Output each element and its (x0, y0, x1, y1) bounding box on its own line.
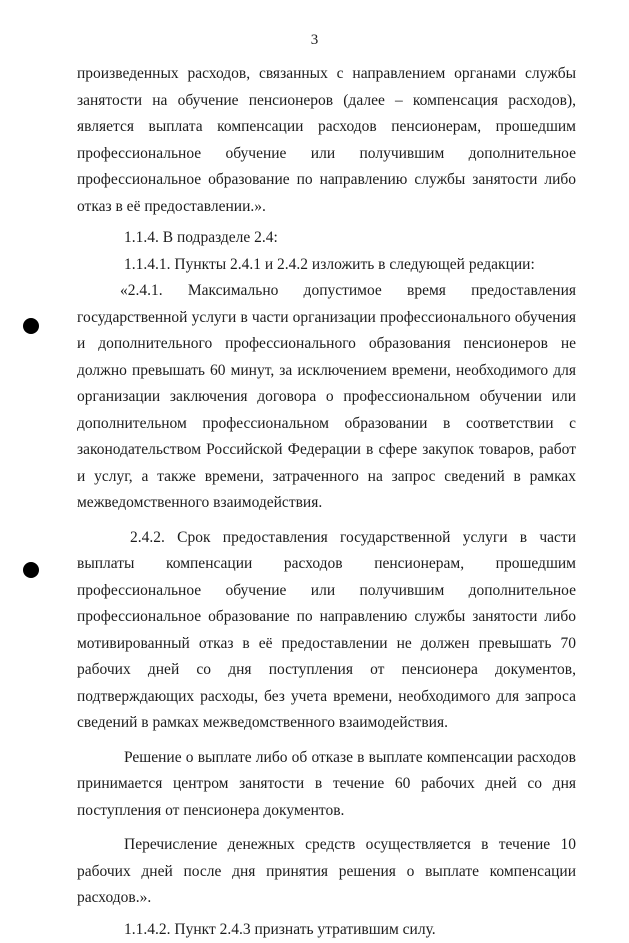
punch-hole-mark (23, 318, 39, 334)
punch-hole-mark (23, 562, 39, 578)
paragraph-transfer: Перечисление денежных средств осуществляется в течение 10 рабочих дней после дня принятия решения о выплате компенсации расходов.». (77, 832, 576, 912)
paragraph-continuation: произведенных расходов, связанных с направлением органами службы занятости на обучение пенсионеров (далее – компенсация расходов), является выплата компенсации расходов пенсионерам, прошедшим профессиональное обучение или получившим дополнительное профессиональное образование по направлению службы занятости либо отказ в её предоставлении.». (77, 61, 576, 220)
paragraph-decision: Решение о выплате либо об отказе в выплате компенсации расходов принимается центром занятости в течение 60 рабочих дней со дня поступления от пенсионера документов. (77, 745, 576, 825)
document-body (77, 61, 576, 943)
paragraph-2-4-2: 2.4.2. Срок предоставления государственной услуги в части выплаты компенсации расходов пенсионерам, прошедшим профессиональное обучение или получившим дополнительное профессиональное образование по направлению службы занятости либо мотивированный отказ в её предоставлении не должен превышать 70 рабочих дней со дня поступления от пенсионера документов, подтверждающих расходы, без учета времени, необходимого для запроса сведений в рамках межведомственного взаимодействия. (77, 525, 576, 737)
paragraph-2-4-1: «2.4.1. Максимально допустимое время предоставления государственной услуги в части организации профессионального обучения и дополнительного профессионального образования пенсионеров не должно превышать 60 минут, за исключением времени, необходимого для организации заключения договора о профессиональном обучении или дополнительном профессиональном образовании в соответствии с законодательством Российской Федерации в сфере закупок товаров, работ и услуг, а также времени, затраченного на запрос сведений в рамках межведомственного взаимодействия. (77, 278, 576, 517)
paragraph-1-1-4-1: 1.1.4.1. Пункты 2.4.1 и 2.4.2 изложить в следующей редакции: (77, 252, 576, 279)
paragraph-1-1-4-2: 1.1.4.2. Пункт 2.4.3 признать утратившим силу. (77, 917, 576, 943)
paragraph-1-1-4: 1.1.4. В подразделе 2.4: (77, 225, 576, 252)
page-number: 3 (0, 31, 629, 49)
